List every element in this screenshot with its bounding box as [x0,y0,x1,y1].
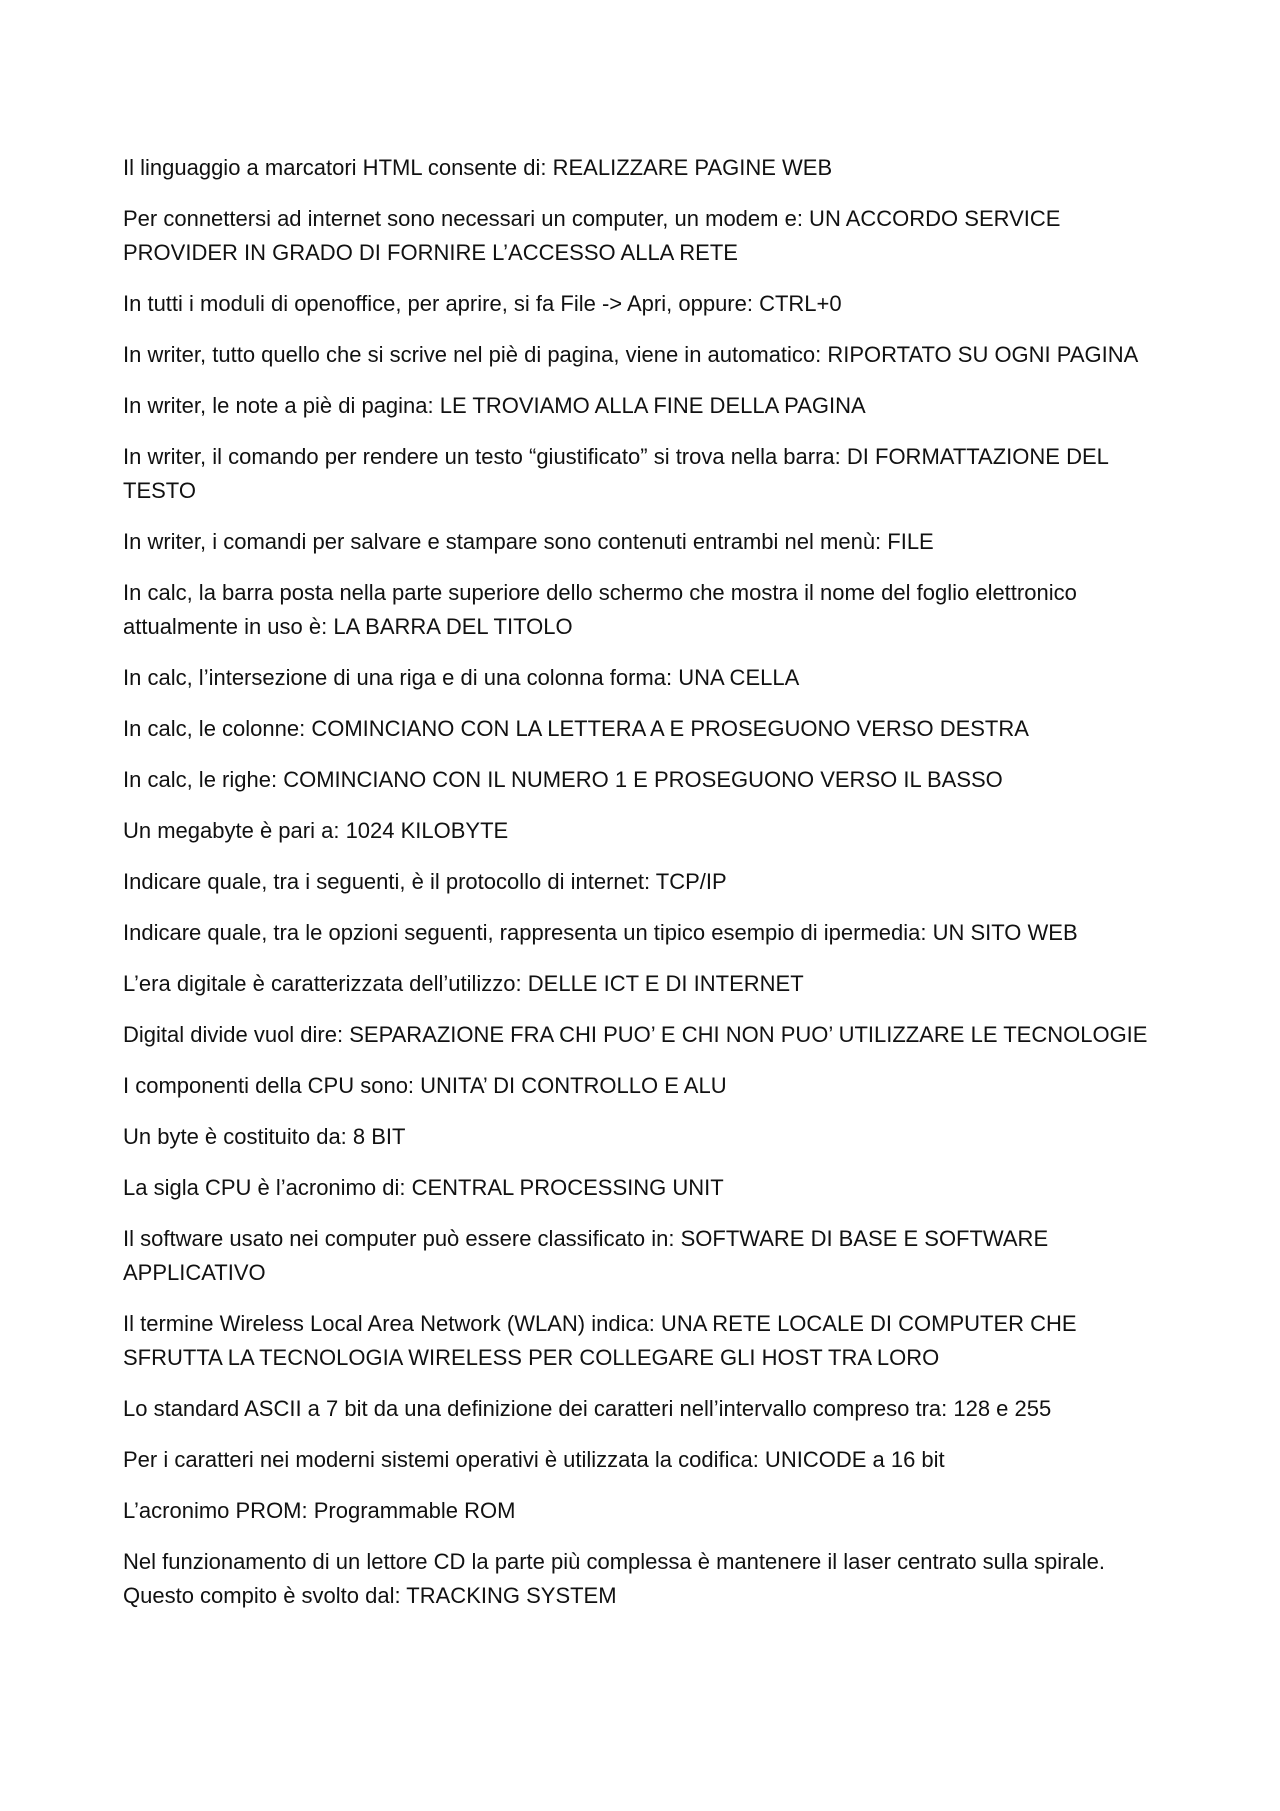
paragraph: In writer, tutto quello che si scrive nel piè di pagina, viene in automatico: RIPORTATO SU OGNI PAGINA [123,342,1139,367]
paragraph: L’acronimo PROM: Programmable ROM [123,1498,516,1523]
paragraph: In tutti i moduli di openoffice, per aprire, si fa File -> Apri, oppure: CTRL+0 [123,291,842,316]
paragraph: In calc, le colonne: COMINCIANO CON LA LETTERA A E PROSEGUONO VERSO DESTRA [123,716,1029,741]
paragraph: Il software usato nei computer può essere classificato in: SOFTWARE DI BASE E SOFTWARE APPLICATIVO [123,1226,1049,1285]
paragraph: Lo standard ASCII a 7 bit da una definizione dei caratteri nell’intervallo compreso tra: 128 e 255 [123,1396,1052,1421]
paragraph: Nel funzionamento di un lettore CD la parte più complessa è mantenere il laser centrato sulla spirale. Questo compito è svolto dal: TRACKING SYSTEM [123,1549,1105,1608]
paragraph: Indicare quale, tra i seguenti, è il protocollo di internet: TCP/IP [123,869,727,894]
paragraph: In writer, le note a piè di pagina: LE TROVIAMO ALLA FINE DELLA PAGINA [123,393,866,418]
paragraph: Per i caratteri nei moderni sistemi operativi è utilizzata la codifica: UNICODE a 16 bit [123,1447,945,1472]
document-body [123,151,1173,1630]
paragraph: In calc, la barra posta nella parte superiore dello schermo che mostra il nome del foglio elettronico attualmente in uso è: LA BARRA DEL TITOLO [123,580,1077,639]
paragraph: In calc, le righe: COMINCIANO CON IL NUMERO 1 E PROSEGUONO VERSO IL BASSO [123,767,1003,792]
paragraph: Indicare quale, tra le opzioni seguenti, rappresenta un tipico esempio di ipermedia: UN SITO WEB [123,920,1078,945]
paragraph: Un byte è costituito da: 8 BIT [123,1124,406,1149]
paragraph: In calc, l’intersezione di una riga e di una colonna forma: UNA CELLA [123,665,800,690]
paragraph: I componenti della CPU sono: UNITA’ DI CONTROLLO E ALU [123,1073,727,1098]
paragraph: Il termine Wireless Local Area Network (WLAN) indica: UNA RETE LOCALE DI COMPUTER CHE SFRUTTA LA TECNOLOGIA WIRELESS PER COLLEGARE GLI HOST TRA LORO [123,1311,1077,1370]
paragraph: La sigla CPU è l’acronimo di: CENTRAL PROCESSING UNIT [123,1175,724,1200]
paragraph: Per connettersi ad internet sono necessari un computer, un modem e: UN ACCORDO SERVICE PROVIDER IN GRADO DI FORNIRE L’ACCESSO ALLA RETE [123,206,1061,265]
paragraph: In writer, il comando per rendere un testo “giustificato” si trova nella barra: DI FORMATTAZIONE DEL TESTO [123,444,1109,503]
paragraph: In writer, i comandi per salvare e stampare sono contenuti entrambi nel menù: FILE [123,529,934,554]
paragraph: Digital divide vuol dire: SEPARAZIONE FRA CHI PUO’ E CHI NON PUO’ UTILIZZARE LE TECNOLOGIE [123,1022,1148,1047]
paragraph: Il linguaggio a marcatori HTML consente di: REALIZZARE PAGINE WEB [123,155,833,180]
paragraph: L’era digitale è caratterizzata dell’utilizzo: DELLE ICT E DI INTERNET [123,971,804,996]
paragraph: Un megabyte è pari a: 1024 KILOBYTE [123,818,509,843]
